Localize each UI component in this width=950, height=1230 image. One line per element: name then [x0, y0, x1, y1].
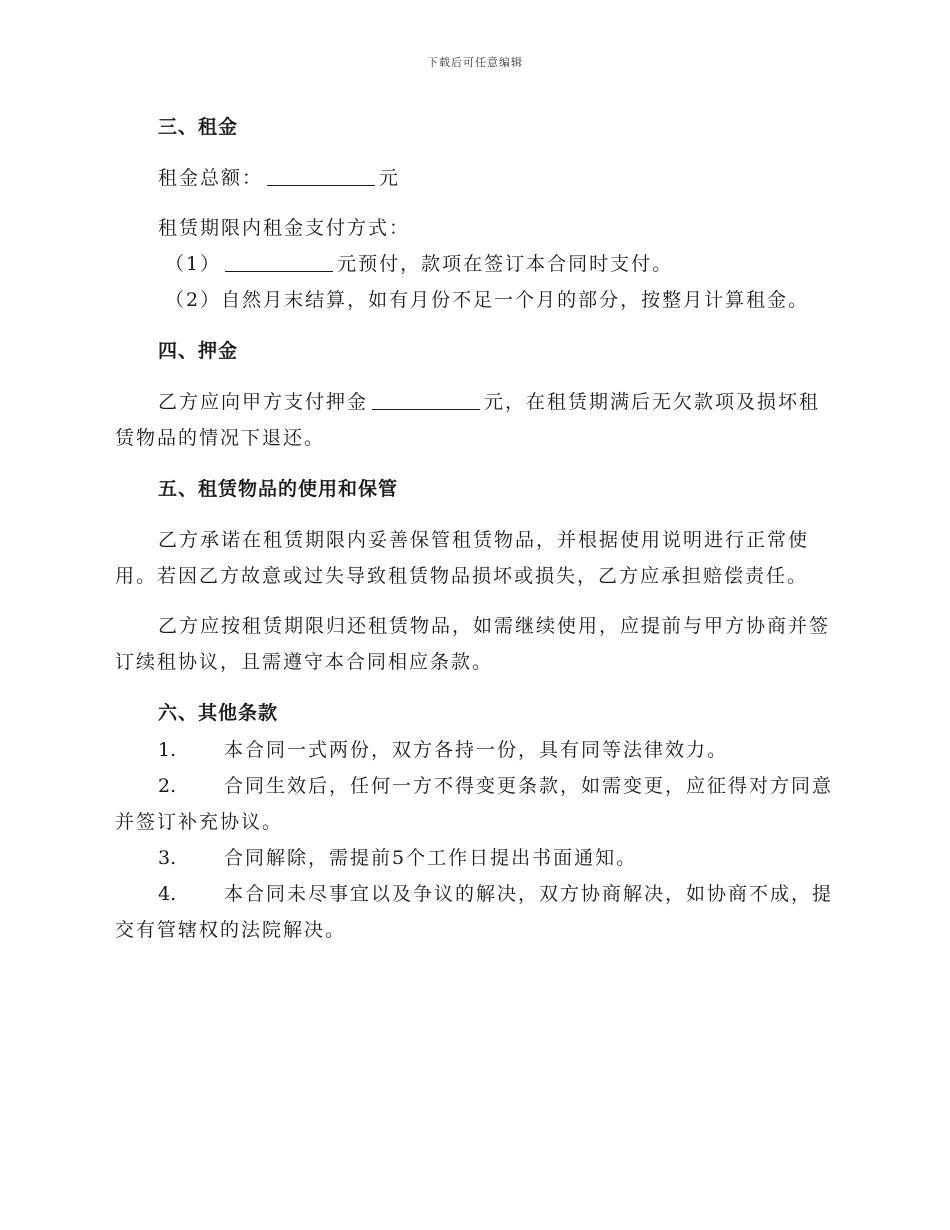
- rent-total-unit: 元: [379, 167, 401, 189]
- rent-total-line: [158, 160, 835, 196]
- list-item-number: 1.: [158, 739, 177, 761]
- deposit-amount-blank[interactable]: [372, 389, 480, 410]
- rent-prepay-blank[interactable]: [225, 251, 333, 272]
- list-item: [115, 768, 835, 840]
- rent-total-blank[interactable]: [267, 165, 375, 186]
- list-item: [115, 732, 835, 768]
- usage-paragraph-1: 乙方承诺在租赁期限内妥善保管租赁物品，并根据使用说明进行正常使用。若因乙方故意或过失导致租赁物品损坏或损失，乙方应承担赔偿责任。: [115, 529, 810, 587]
- section-heading-rent: 三、租金: [158, 116, 239, 138]
- usage-paragraph-2: 乙方应按租赁期限归还租赁物品，如需继续使用，应提前与甲方协商并签订续租协议，且需遵守本合同相应条款。: [115, 615, 831, 673]
- rent-option-1: [115, 246, 835, 282]
- list-item-number: 3.: [158, 847, 177, 869]
- list-item-text: 本合同未尽事宜以及争议的解决，双方协商解决，如协商不成，提交有管辖权的法院解决。: [115, 883, 834, 941]
- rent-total-label: 租金总额：: [158, 167, 264, 189]
- section-heading-deposit: 四、押金: [158, 340, 239, 362]
- list-item-number: 4.: [158, 883, 177, 905]
- deposit-paragraph: [115, 384, 835, 456]
- section-heading-other: 六、其他条款: [158, 702, 279, 724]
- rent-option-2: （2）自然月末结算，如有月份不足一个月的部分，按整月计算租金。: [165, 289, 810, 311]
- list-item-text: 合同解除，需提前5个工作日提出书面通知。: [224, 847, 638, 869]
- list-item: [115, 876, 835, 948]
- section-heading-usage: 五、租赁物品的使用和保管: [158, 478, 399, 500]
- list-item-text: 本合同一式两份，双方各持一份，具有同等法律效力。: [224, 739, 729, 761]
- deposit-text-suffix: 元，在租赁期满后无欠款项及损坏租赁物品的情况下退还。: [115, 391, 821, 449]
- rent-option-1-prefix: （1）: [165, 253, 222, 275]
- rent-method-label: 租赁期限内租金支付方式：: [158, 217, 411, 239]
- list-item: [115, 840, 835, 876]
- header-note: 下载后可任意编辑: [427, 56, 523, 69]
- document-content: [115, 108, 835, 948]
- rent-option-1-suffix: 元预付，款项在签订本合同时支付。: [337, 253, 674, 275]
- list-item-text: 合同生效后，任何一方不得变更条款，如需变更，应征得对方同意并签订补充协议。: [115, 775, 834, 833]
- deposit-text-prefix: 乙方应向甲方支付押金: [158, 391, 369, 413]
- list-item-number: 2.: [158, 775, 177, 797]
